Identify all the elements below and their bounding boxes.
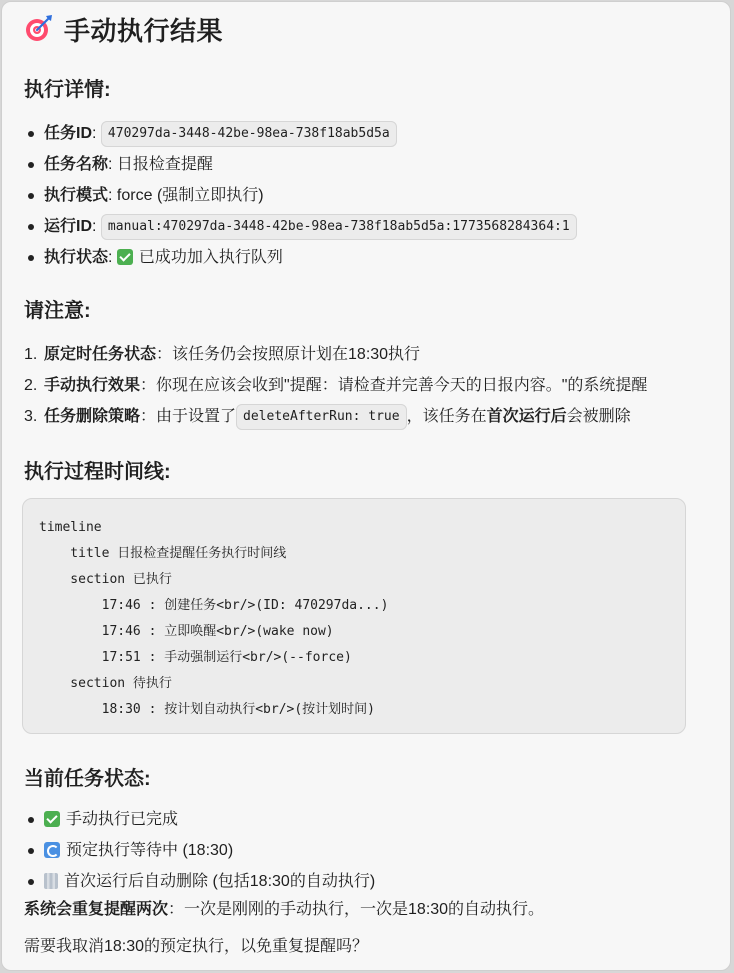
note-label: 原定时任务状态 — [44, 346, 157, 363]
detail-label: 任务ID — [44, 125, 93, 142]
note-number: 2. — [24, 377, 38, 394]
task-id-code: 470297da-3448-42be-98ea-738f18ab5d5a — [101, 121, 397, 147]
note-item-delete-policy — [24, 401, 647, 432]
timeline-code-line: section 已执行 — [39, 572, 172, 587]
note-text: ：该任务仍会按照原计划在18:30执行 — [156, 346, 421, 363]
timeline-heading: 执行过程时间线: — [24, 461, 171, 483]
status-text: 手动执行已完成 — [66, 811, 179, 828]
detail-item-task-id — [24, 118, 577, 149]
timeline-code-line: section 待执行 — [39, 676, 172, 691]
timeline-code-block — [22, 498, 686, 734]
detail-separator: : — [92, 218, 97, 235]
status-item-auto-delete — [24, 866, 375, 897]
detail-item-exec-status — [24, 242, 577, 273]
run-id-code: manual:470297da-3448-42be-98ea-738f18ab5d5a:1773568284364:1 — [101, 214, 577, 240]
status-item-manual-complete — [24, 804, 375, 835]
detail-separator: : — [92, 125, 97, 142]
timeline-code-line: 18:30 : 按计划自动执行<br/>(按计划时间) — [39, 702, 376, 717]
timeline-code-line: title 日报检查提醒任务执行时间线 — [39, 546, 287, 561]
status-item-scheduled-waiting — [24, 835, 375, 866]
notes-heading: 请注意: — [24, 300, 91, 322]
detail-item-exec-mode — [24, 180, 577, 211]
timeline-code-line: timeline — [39, 520, 102, 535]
timeline-code-line: 17:46 : 立即唤醒<br/>(wake now) — [39, 624, 334, 639]
status-text: 首次运行后自动删除 (包括18:30的自动执行) — [64, 873, 376, 890]
timeline-code-line: 17:46 : 创建任务<br/>(ID: 470297da...) — [39, 598, 389, 613]
detail-item-run-id — [24, 211, 577, 242]
note-text: ：你现在应该会收到"提醒：请检查并完善今天的日报内容。"的系统提醒 — [140, 377, 648, 394]
detail-separator: : — [108, 187, 113, 204]
note-number: 3. — [24, 408, 38, 425]
detail-separator: : — [108, 156, 113, 173]
cancel-question: 需要我取消18:30的预定执行，以免重复提醒吗？ — [24, 938, 369, 955]
page-title: 手动执行结果 — [64, 15, 224, 46]
note-emphasis: 首次运行后 — [486, 408, 567, 425]
sync-icon — [44, 842, 60, 858]
result-card — [1, 1, 731, 971]
timeline-code-line: 17:51 : 手动强制运行<br/>(--force) — [39, 650, 352, 665]
note-text: ，该任务在 — [406, 408, 487, 425]
notes-list — [24, 339, 647, 432]
details-list — [24, 118, 577, 273]
trash-icon — [44, 873, 58, 889]
detail-label: 执行状态 — [44, 249, 109, 266]
check-icon — [44, 811, 60, 827]
detail-label: 执行模式 — [44, 187, 109, 204]
note-label: 手动执行效果 — [44, 377, 141, 394]
detail-item-task-name — [24, 149, 577, 180]
result-title — [24, 14, 223, 44]
details-heading: 执行详情: — [24, 79, 111, 101]
detail-separator: : — [108, 249, 113, 266]
delete-after-run-code: deleteAfterRun: true — [236, 404, 407, 430]
note-item-original-status — [24, 339, 647, 370]
note-text: 会被删除 — [566, 408, 631, 425]
repeat-reminder-text: ：一次是刚刚的手动执行，一次是18:30的自动执行。 — [168, 901, 545, 918]
status-list — [24, 804, 375, 897]
note-item-manual-effect — [24, 370, 647, 401]
target-icon — [24, 14, 54, 44]
detail-value: 已成功加入执行队列 — [138, 249, 283, 266]
repeat-reminder-note — [24, 898, 544, 922]
status-text: 预定执行等待中 (18:30) — [66, 842, 234, 859]
note-label: 任务删除策略 — [44, 408, 141, 425]
check-icon — [117, 249, 133, 265]
note-number: 1. — [24, 346, 38, 363]
detail-value: force (强制立即执行) — [116, 187, 264, 204]
detail-value: 日报检查提醒 — [116, 156, 213, 173]
note-text: ：由于设置了 — [140, 408, 237, 425]
repeat-reminder-bold: 系统会重复提醒两次 — [24, 901, 169, 918]
status-heading: 当前任务状态: — [24, 768, 151, 790]
detail-label: 任务名称 — [44, 156, 109, 173]
detail-label: 运行ID — [44, 218, 93, 235]
